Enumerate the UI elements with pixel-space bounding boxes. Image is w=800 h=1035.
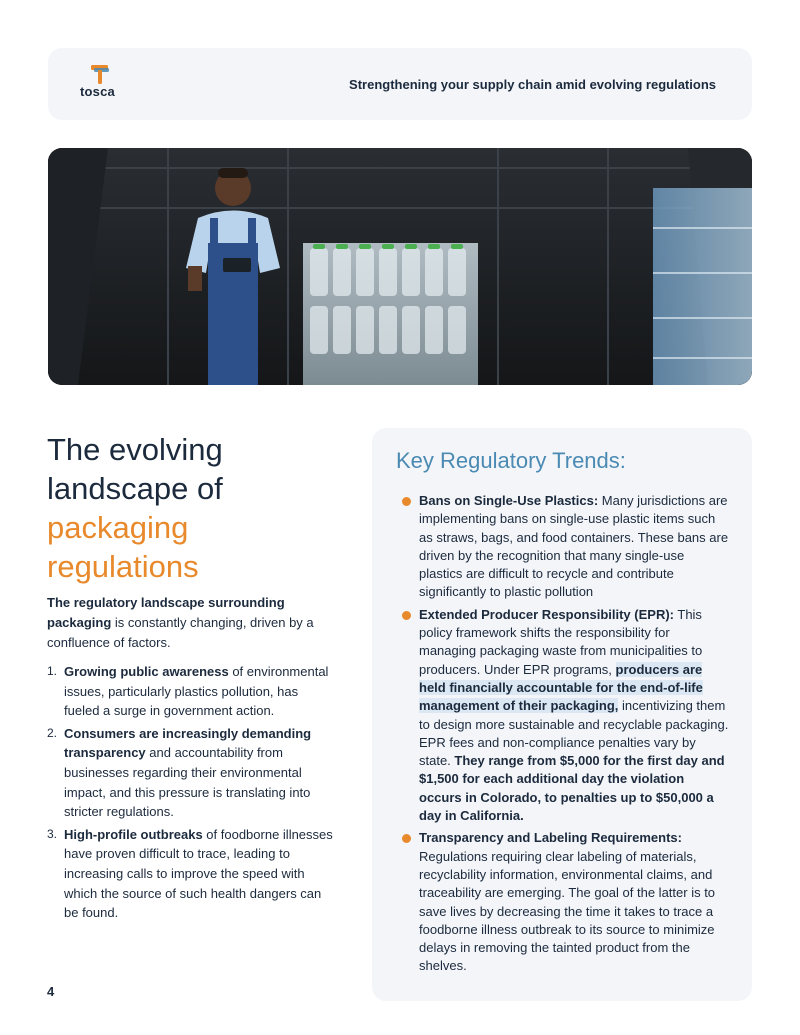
list-item-bold: Consumers are increasingly demanding transparency (64, 725, 312, 761)
trends-list (402, 492, 730, 980)
intro-bold: The regulatory landscape surrounding packaging (47, 595, 285, 630)
trend-item-title: Bans on Single-Use Plastics: (419, 493, 599, 508)
highlighted-text: producers are held financially accountable for the end-of-life management of their packaging, (419, 661, 703, 714)
trend-item-labeling (402, 829, 730, 975)
heading-accent-1: packaging (47, 510, 189, 545)
bullet-dot-icon (402, 497, 411, 506)
list-number: 2. (47, 725, 58, 740)
trend-item-bans (402, 492, 730, 602)
trends-panel (372, 428, 752, 1001)
bullet-dot-icon (402, 834, 411, 843)
list-item (47, 662, 337, 721)
intro-paragraph (47, 593, 337, 653)
tosca-logo (80, 64, 130, 104)
list-item-text: of foodborne illnesses have proven difficult to trace, leading to increasing calls to improve the speed with which the source of such health dangers can be found. (64, 826, 333, 921)
page-number: 4 (47, 984, 55, 999)
list-item-bold: Growing public awareness (64, 664, 229, 679)
trend-item-title: Transparency and Labeling Requirements: (419, 830, 682, 846)
warehouse-photo (48, 148, 752, 385)
heading-line-1: The evolving (47, 432, 223, 467)
logo-text: tosca (80, 84, 115, 99)
trend-item-text: This policy framework shifts the responsibility for managing packaging waste from municipalities to producers. Under EPR programs, (419, 606, 703, 677)
list-item (47, 724, 337, 822)
trend-item-title: Extended Producer Responsibility (EPR): (419, 606, 674, 622)
penalties-text: They range from $5,000 for the first day and $1,500 for each additional day the violation occurs in Colorado, to penalties up to $50,000 a day in California. (419, 753, 725, 824)
list-item-bold: High-profile outbreaks (64, 826, 203, 842)
intro-text: is constantly changing, driven by a confluence of factors. (47, 615, 314, 650)
trends-title: Key Regulatory Trends: (396, 448, 626, 473)
list-item-text: of environmental issues, particularly plastics pollution, has fueled a surge in government action. (64, 664, 329, 719)
heading-line-2: landscape of (47, 471, 223, 506)
list-item-text: and accountability from businesses regarding their environmental impact, and this pressure is translating into stricter regulations. (64, 745, 311, 820)
list-number: 1. (47, 664, 58, 678)
heading-accent-2: regulations (47, 549, 199, 584)
trend-item-text-2: incentivizing them to design more sustainable and recyclable packaging. EPR fees and non-compliance penalties vary by state. (419, 698, 729, 769)
factors-list (47, 662, 337, 926)
header-title: Strengthening your supply chain amid evolving regulations (349, 77, 716, 92)
list-item (47, 825, 337, 923)
page-header (48, 48, 752, 120)
trend-item-text: Many jurisdictions are implementing bans on single-use plastic items such as straws, bags, and food containers. These bans are driven by the recognition that many single-use plastics are difficult to recycle and contribute significantly to plastic pollution (419, 493, 729, 600)
bullet-dot-icon (402, 611, 411, 620)
list-number: 3. (47, 826, 58, 841)
tosca-logo-mark-icon (90, 64, 110, 86)
trend-item-epr (402, 606, 730, 826)
section-heading (47, 430, 337, 586)
trend-item-text: Regulations requiring clear labeling of materials, recyclability information, environmental claims, and traceability are emerging. The goal of the latter is to save lives by decreasing the time it takes to trace a foodborne illness outbreak to its source to minimize delays in removing the tainted product from the shelves. (419, 848, 716, 974)
warehouse-illustration (48, 148, 752, 385)
